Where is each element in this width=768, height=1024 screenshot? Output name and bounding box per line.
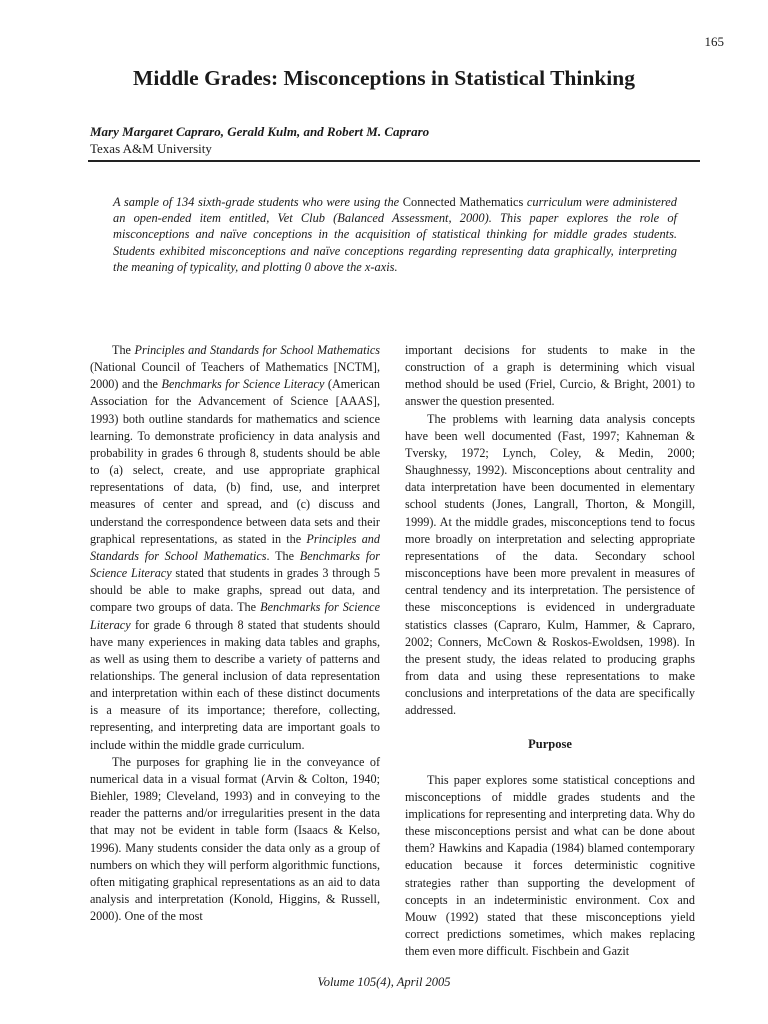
- document-title: Benchmarks for Science Literacy: [90, 548, 380, 581]
- document-title: Principles and Standards for School Mathematics: [134, 343, 380, 357]
- abstract-text-end: curriculum were administered an open-ended item entitled, Vet Club (Balanced Assessment, 2000). This paper explores the role of misconceptions and naïve conceptions in the acquisition of statistical thinking for middle grades students. Students exhibited misconceptions and naïve conceptions regarding representing data graphically, interpreting the meaning of typicality, and plotting 0 above the x-axis.: [113, 195, 677, 274]
- text-run: . The: [266, 548, 300, 563]
- header-divider: [88, 160, 700, 162]
- abstract: [113, 194, 677, 275]
- paragraph: important decisions for students to make in the construction of a graph is determining which visual method should be used (Friel, Curcio, & Bright, 2001) to answer the question presented.: [405, 343, 695, 409]
- right-column: [405, 342, 695, 960]
- paragraph: The purposes for graphing lie in the conveyance of numerical data in a visual format (Arvin & Colton, 1940; Biehler, 1989; Cleveland, 1993) and in conveying to the reader the patterns and/or irregularities present in the data that may not be evident in table form (Isaacs & Kelso, 1996). Many students consider the data only as a group of numbers on which they will perform algorithmic functions, often mitigating graphical representations as an aid to data analysis and interpretation (Konold, Higgins, & Russell, 2000). One of the most: [90, 754, 380, 924]
- article-title: Middle Grades: Misconceptions in Statistical Thinking: [133, 66, 635, 90]
- paragraph: This paper explores some statistical conceptions and misconceptions of middle grades students and the implications for representing and interpreting data. Why do these misconceptions persist and what can be done about them? Hawkins and Kapadia (1984) blamed contemporary education because it forces deterministic cognitive strategies rather than supporting the development of concepts in an indeterministic environment. Cox and Mouw (1992) stated that these misconceptions yield correct predictions sometimes, which makes replacing them even more difficult. Fischbein and Gazit: [405, 772, 695, 959]
- text-run: The: [112, 343, 135, 357]
- text-run: (National Council of Teachers of Mathematics [NCTM], 2000) and the: [90, 360, 380, 392]
- section-heading: Purpose: [528, 737, 572, 752]
- page-number: 165: [704, 34, 724, 49]
- text-run: stated that students in grades 3 through 5 should be able to make graphs, spread out data, and compare two groups of data. The: [90, 566, 380, 615]
- document-title: Benchmarks for Science Literacy: [90, 600, 380, 632]
- paragraph: The problems with learning data analysis concepts have been well documented (Fast, 1997; Kahneman & Tversky, 1972; Lynch, Coley, & Medin, 2000; Shaughnessy, 1992). Misconceptions about centrality and data interpretation have been documented in elementary school students (Jones, Langrall, Thorton, & Mongill, 1999). At the middle grades, misconceptions tend to focus more broadly on interpretation and selecting appropriate representations of the data. Secondary school misconceptions have been more prevalent in measures of central tendency and its interpretation. The persistence of these misconceptions is evidenced in undergraduate statistics classes (Capraro, Kulm, Hammer, & Capraro, 2002; Conners, McCown & Roskos-Ewoldsen, 1998). In the present study, the ideas related to producing graphs from data and using these representations to make conclusions and interpretations of the data are specifically addressed.: [405, 411, 695, 718]
- footer-volume: Volume 105(4), April 2005: [317, 975, 451, 989]
- author-affiliation: Texas A&M University: [90, 141, 212, 156]
- abstract-text-start: A sample of 134 sixth-grade students who were using the: [113, 195, 403, 209]
- text-run: for grade 6 through 8 stated that students should have many experiences in making data tables and graphs, as well as using them to describe a variety of patterns and relationships. The general inclusion of data representation and interpretation within each of these distinct documents is a measure of its importance; therefore, collecting, representing, and interpreting data are important goals to include within the middle grade curriculum.: [90, 617, 380, 752]
- document-title: Principles and Standards for School Mathematics: [90, 531, 380, 563]
- left-column: [90, 342, 380, 925]
- text-run: (American Association for the Advancement of Science [AAAS], 1993) both outline standards for mathematics and science learning. To demonstrate proficiency in data analysis and probability in grades 6 through 8, students should be able to (a) select, create, and use appropriate graphical representations of data, (b) find, use, and interpret measures of center and spread, and (c) discuss and understand the correspondence between data sets and their graphical representations, as stated in the: [90, 377, 381, 546]
- paragraph: [90, 342, 380, 754]
- author-list: Mary Margaret Capraro, Gerald Kulm, and Robert M. Capraro: [90, 124, 430, 139]
- document-title: Benchmarks for Science Literacy: [161, 377, 325, 392]
- curriculum-name: Connected Mathematics: [402, 195, 524, 209]
